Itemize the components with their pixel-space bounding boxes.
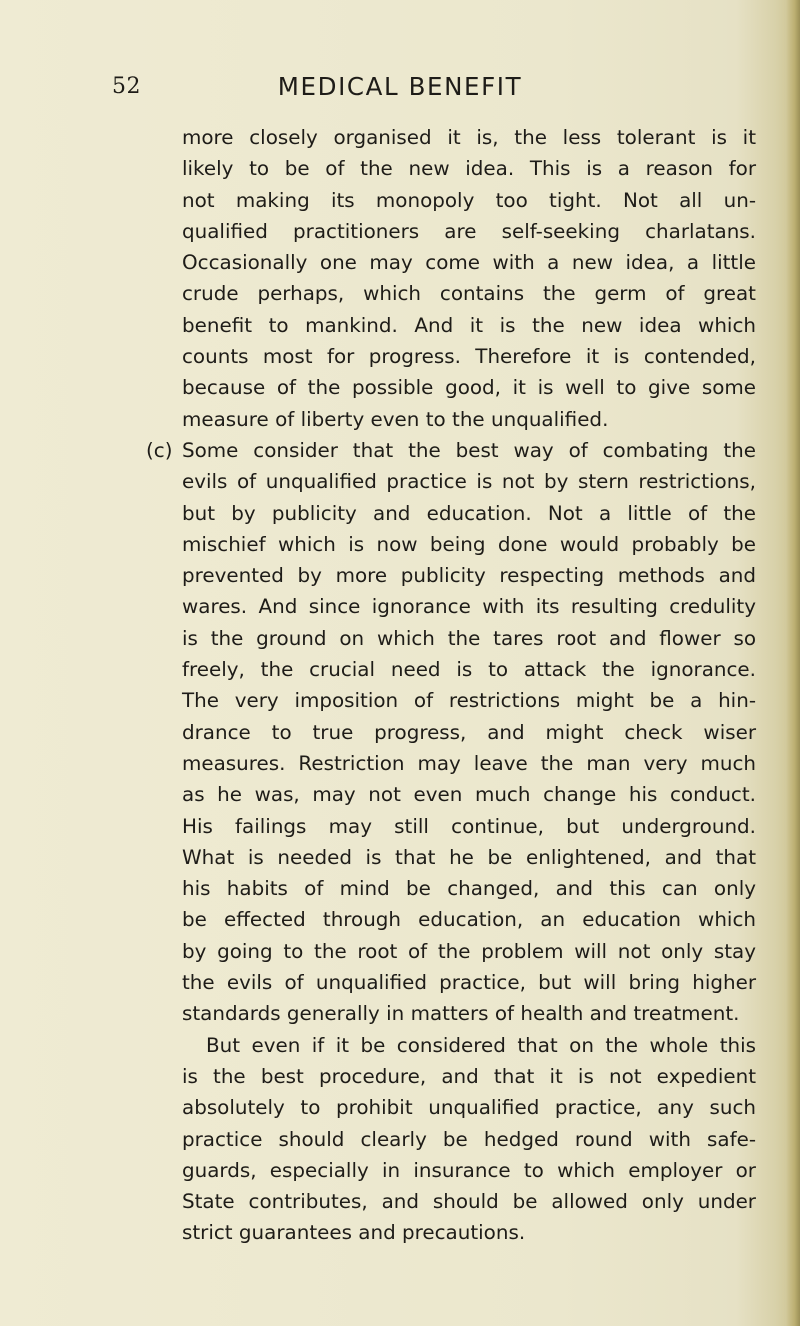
text-line: measures. Restriction may leave the man very much — [182, 751, 756, 775]
text-line: evils of unqualified practice is not by stern restrictions, — [182, 470, 756, 494]
text-line: absolutely to prohibit unqualified practice, any such — [182, 1096, 756, 1120]
text-line: not making its monopoly too tight. Not all un- — [182, 188, 756, 212]
text-line: Some consider that the best way of combating the — [182, 438, 756, 462]
text-line: guards, especially in insurance to which employer or — [182, 1158, 756, 1182]
text-line: prevented by more publicity respecting methods and — [182, 564, 756, 588]
text-line: the evils of unqualified practice, but will bring higher — [182, 971, 756, 995]
text-line: but by publicity and education. Not a little of the — [182, 501, 756, 525]
page-number: 52 — [112, 74, 141, 99]
text-line: likely to be of the new idea. This is a reason for — [182, 157, 756, 181]
text-line: mischief which is now being done would probably be — [182, 532, 756, 556]
text-line: is the ground on which the tares root and flower so — [182, 626, 756, 650]
text-line: as he was, may not even much change his conduct. — [182, 783, 756, 807]
text-line: crude perhaps, which contains the germ of great — [182, 282, 756, 306]
text-line: standards generally in matters of health and treatment. — [182, 1002, 740, 1026]
paragraph-c — [146, 435, 756, 466]
text-line: counts most for progress. Therefore it is contended, — [182, 345, 756, 369]
page-edge-shadow — [786, 0, 800, 1326]
text-line: But even if it be considered that on the whole this — [206, 1033, 756, 1057]
text-line: freely, the crucial need is to attack the ignorance. — [182, 658, 756, 682]
text-line: be effected through education, an education which — [182, 908, 756, 932]
text-line: wares. And since ignorance with its resulting credulity — [182, 595, 756, 619]
body-text — [146, 122, 756, 1249]
text-line: more closely organised it is, the less tolerant is it — [182, 126, 756, 149]
text-line: Occasionally one may come with a new idea, a little — [182, 251, 756, 275]
text-line: his habits of mind be changed, and this can only — [182, 877, 756, 901]
list-marker: (c) — [146, 438, 173, 462]
text-line: strict guarantees and precautions. — [182, 1221, 526, 1245]
text-line: The very imposition of restrictions might be a hin- — [182, 689, 756, 713]
text-line: qualified practitioners are self-seeking charlatans. — [182, 219, 756, 243]
running-title: MEDICAL BENEFIT — [277, 72, 523, 101]
text-line: because of the possible good, it is well to give some — [182, 376, 756, 400]
text-line: is the best procedure, and that it is not expedient — [182, 1064, 756, 1088]
text-line: His failings may still continue, but underground. — [182, 814, 756, 838]
text-line: What is needed is that he be enlightened, and that — [182, 845, 756, 869]
text-line: drance to true progress, and might check wiser — [182, 720, 756, 744]
text-line: measure of liberty even to the unqualified. — [182, 407, 609, 431]
text-line: practice should clearly be hedged round with safe- — [182, 1127, 756, 1151]
text-line: State contributes, and should be allowed only under — [182, 1190, 756, 1214]
text-line: benefit to mankind. And it is the new idea which — [182, 313, 756, 337]
text-line: by going to the root of the problem will not only stay — [182, 939, 756, 963]
